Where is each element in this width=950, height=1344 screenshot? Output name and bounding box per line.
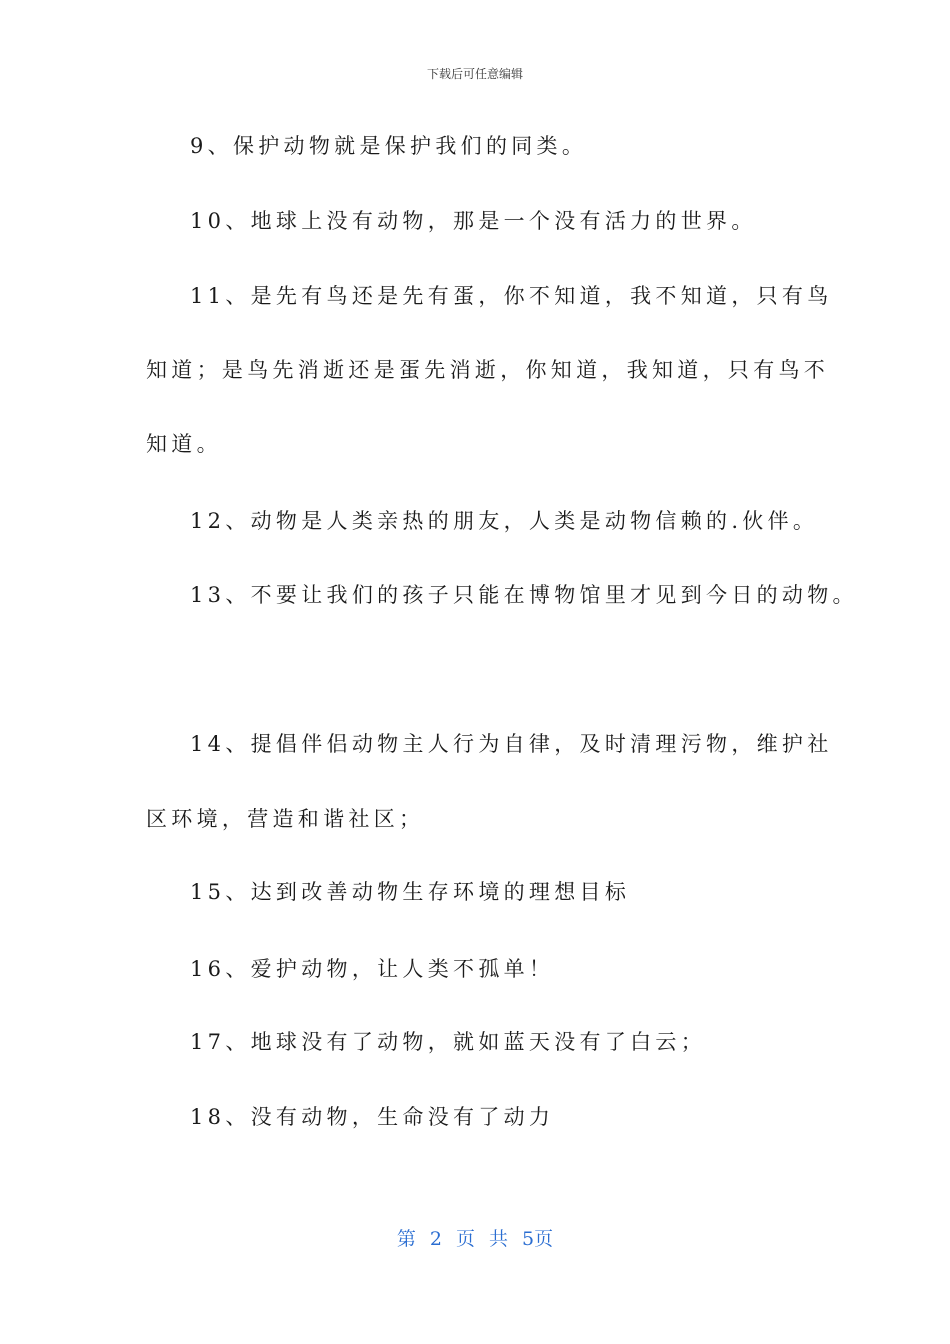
footer-page-word: 页	[455, 1228, 475, 1250]
paragraph-line: 14、提倡伴侣动物主人行为自律，及时清理污物，维护社	[190, 732, 833, 756]
paragraph-line: 15、达到改善动物生存环境的理想目标	[190, 880, 631, 904]
footer-current-page: 2	[429, 1228, 442, 1250]
paragraph-line: 知道；是鸟先消逝还是蛋先消逝，你知道，我知道，只有鸟不	[146, 358, 830, 382]
paragraph-line: 13、不要让我们的孩子只能在博物馆里才见到今日的动物。	[190, 583, 858, 607]
paragraph-line: 10、地球上没有动物，那是一个没有活力的世界。	[190, 209, 757, 233]
paragraph-line: 11、是先有鸟还是先有蛋，你不知道，我不知道，只有鸟	[190, 284, 833, 308]
footer-total-word: 共	[489, 1228, 509, 1250]
paragraph-line: 16、爱护动物，让人类不孤单！	[190, 957, 555, 981]
paragraph-line: 12、动物是人类亲热的朋友，人类是动物信赖的.伙伴。	[190, 509, 819, 533]
paragraph-line: 区环境，营造和谐社区；	[146, 807, 425, 831]
footer-total-pages: 5页	[522, 1228, 554, 1250]
paragraph-line: 9、保护动物就是保护我们的同类。	[190, 134, 588, 158]
footer-prefix: 第	[396, 1228, 416, 1250]
page-footer	[0, 1225, 950, 1253]
page-header: 下载后可任意编辑	[426, 67, 523, 81]
paragraph-line: 知道。	[146, 432, 222, 456]
paragraph-line: 17、地球没有了动物，就如蓝天没有了白云；	[190, 1030, 707, 1054]
paragraph-line: 18、没有动物，生命没有了动力	[190, 1105, 555, 1129]
